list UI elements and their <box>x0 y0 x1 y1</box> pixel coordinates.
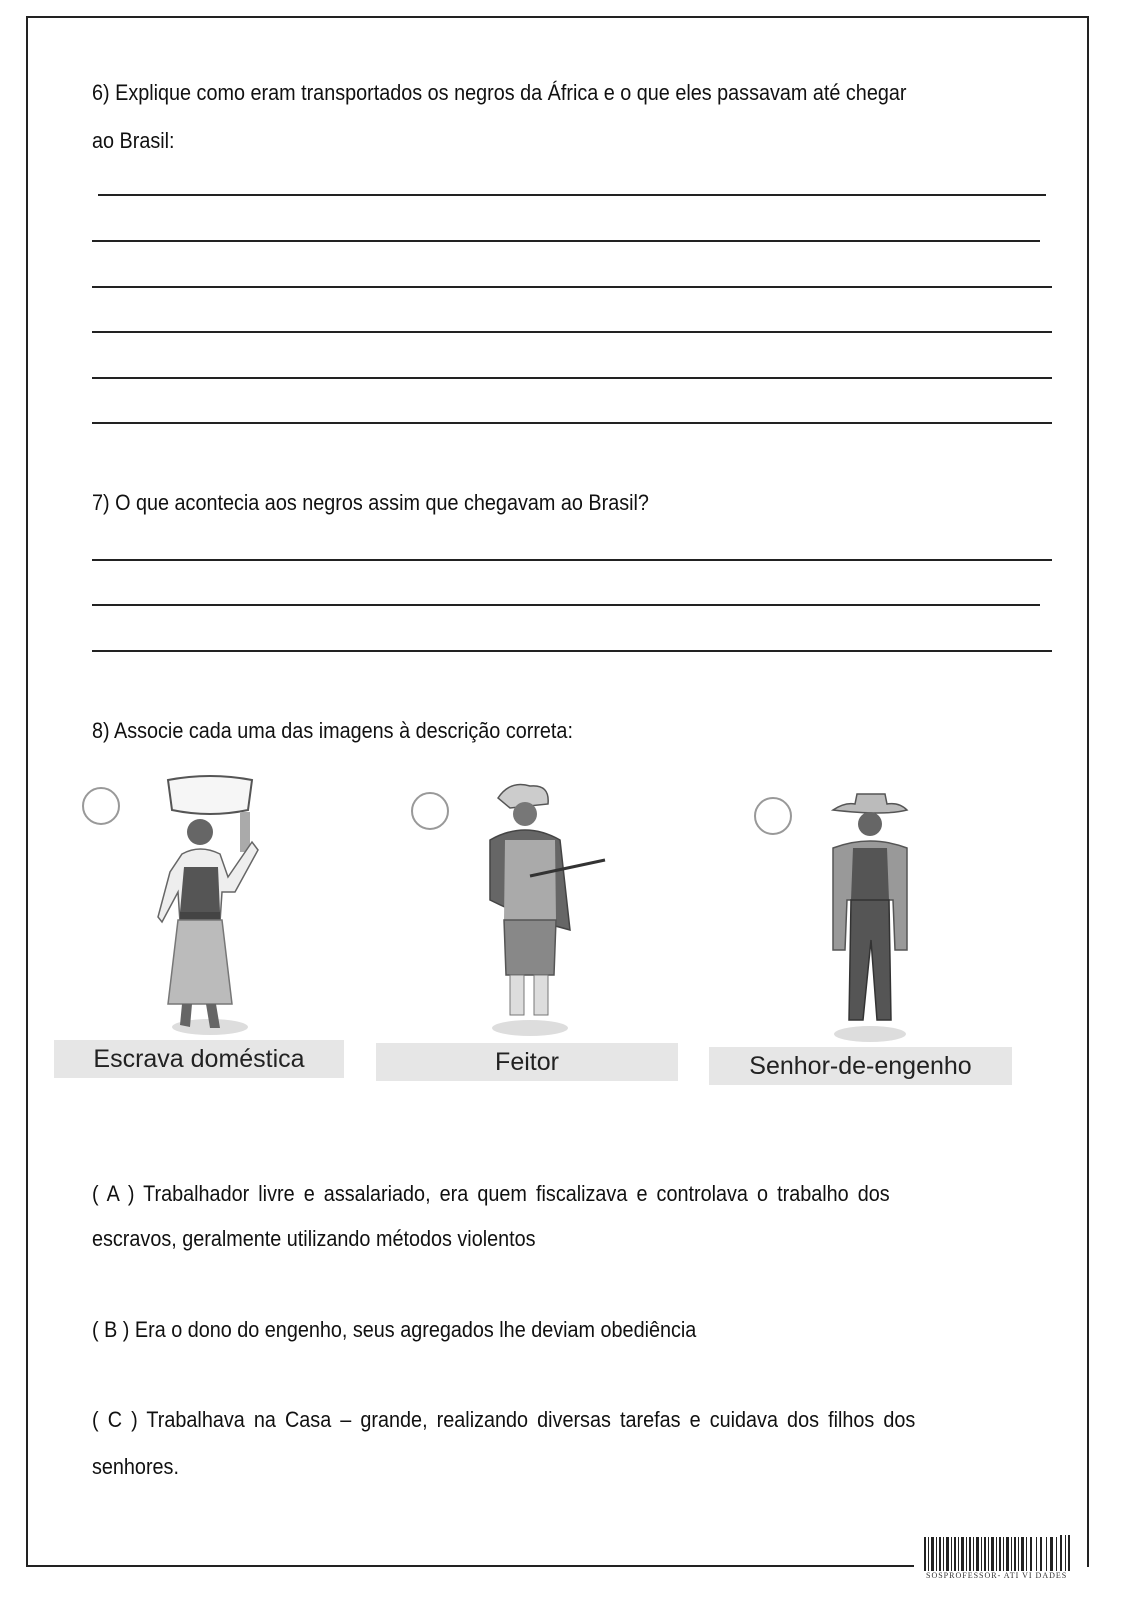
answer-line[interactable] <box>92 604 1040 606</box>
question-6-line-2: ao Brasil: <box>92 128 175 153</box>
caption-escrava-domestica: Escrava doméstica <box>54 1040 344 1078</box>
caption-senhor-de-engenho: Senhor-de-engenho <box>709 1047 1012 1085</box>
barcode-icon <box>924 1535 1074 1571</box>
answer-line[interactable] <box>92 559 1052 561</box>
answer-line[interactable] <box>92 650 1052 652</box>
caption-feitor: Feitor <box>376 1043 678 1081</box>
option-b: ( B ) Era o dono do engenho, seus agregados lhe deviam obediência <box>92 1317 697 1342</box>
question-6-line-1: 6) Explique como eram transportados os negros da África e o que eles passavam até chegar <box>92 80 907 105</box>
page-border-corner <box>1087 1550 1089 1567</box>
answer-circle-feitor[interactable] <box>411 792 449 830</box>
answer-circle-senhor[interactable] <box>754 797 792 835</box>
feitor-illustration <box>470 780 610 1040</box>
escrava-domestica-illustration <box>140 772 270 1037</box>
answer-circle-escrava[interactable] <box>82 787 120 825</box>
option-c-line-2: senhores. <box>92 1454 179 1479</box>
answer-line[interactable] <box>92 422 1052 424</box>
page-border-bottom <box>26 1565 914 1567</box>
option-a-line-2: escravos, geralmente utilizando métodos violentos <box>92 1226 536 1251</box>
question-7: 7) O que acontecia aos negros assim que chegavam ao Brasil? <box>92 490 649 515</box>
option-a-line-1: ( A ) Trabalhador livre e assalariado, era quem fiscalizava e controlava o trabalho dos <box>92 1181 890 1206</box>
answer-line[interactable] <box>92 240 1040 242</box>
answer-line[interactable] <box>98 194 1046 196</box>
answer-line[interactable] <box>92 377 1052 379</box>
senhor-de-engenho-illustration <box>815 790 925 1045</box>
question-8: 8) Associe cada uma das imagens à descrição correta: <box>92 718 573 743</box>
answer-line[interactable] <box>92 286 1052 288</box>
answer-line[interactable] <box>92 331 1052 333</box>
option-c-line-1: ( C ) Trabalhava na Casa – grande, realizando diversas tarefas e cuidava dos filhos dos <box>92 1407 916 1432</box>
barcode-label: SOSPROFESSOR- ATI VI DADES <box>926 1571 1068 1580</box>
